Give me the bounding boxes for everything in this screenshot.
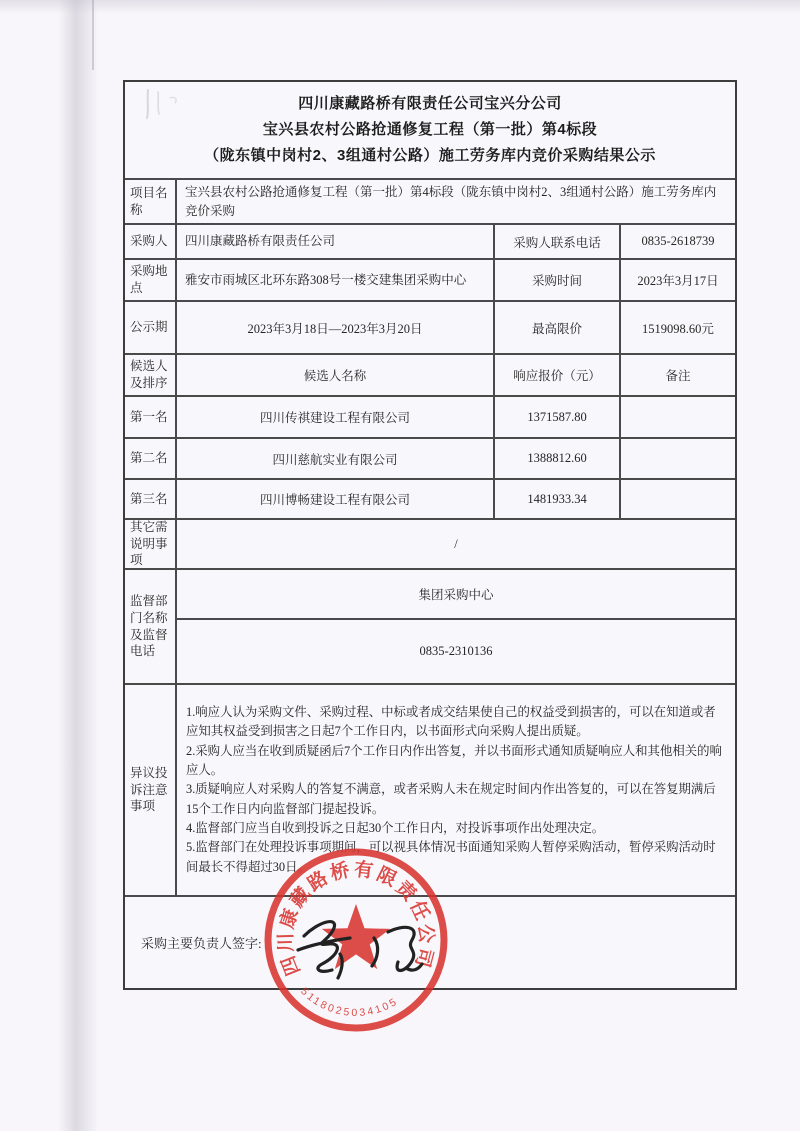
row-supervision [125, 570, 735, 685]
page-top-edge-shadow [0, 0, 800, 14]
max-price-label: 最高限价 [495, 302, 621, 353]
title-line-3: （陇东镇中岗村2、3组通村公路）施工劳务库内竞价采购结果公示 [204, 146, 656, 164]
candidate-2-price: 1388812.60 [495, 439, 621, 478]
candidate-2-name: 四川慈航实业有限公司 [177, 439, 495, 478]
candidate-3-note [621, 480, 735, 518]
faint-pen-marks [134, 84, 194, 124]
page-fold-line [92, 0, 94, 70]
candidate-1-name: 四川传祺建设工程有限公司 [177, 397, 495, 437]
other-notes-label: 其它需说明事项 [125, 520, 177, 568]
objection-item-4: 4.监督部门应当自收到投诉之日起30个工作日内，对投诉事项作出处理决定。 [186, 821, 605, 836]
table-row-candidate-3 [125, 480, 735, 520]
purchaser-value: 四川康藏路桥有限责任公司 [177, 225, 495, 258]
objection-label: 异议投诉注意事项 [125, 685, 177, 895]
table-row-candidate-2 [125, 439, 735, 480]
seal-number-text: 5118025034105 [298, 985, 401, 1020]
supervision-phone: 0835-2310136 [419, 644, 493, 658]
candidate-1-note [621, 397, 735, 437]
purchase-time-label: 采购时间 [495, 260, 621, 300]
purchaser-phone-label: 采购人联系电话 [495, 225, 621, 258]
objection-item-2: 2.采购人应当在收到质疑函后7个工作日内作出答复，并以书面形式通知质疑响应人和其他相关的响应人。 [186, 743, 722, 777]
title-line-1: 四川康藏路桥有限责任公司宝兴分公司 [298, 95, 562, 113]
publicity-label: 公示期 [125, 302, 177, 353]
candidate-2-note [621, 439, 735, 478]
objection-item-3: 3.质疑响应人对采购人的答复不满意，或者采购人未在规定时间内作出答复的，可以在答复期满后15个工作日内向监督部门提起投诉。 [186, 782, 716, 816]
signature-label: 采购主要负责人签字: [141, 936, 262, 951]
candidate-1-price: 1371587.80 [495, 397, 621, 437]
purchase-time-value: 2023年3月17日 [637, 274, 719, 288]
project-name-label: 项目名称 [125, 180, 177, 223]
seal-company-text: 四川康藏路桥有限责任公司 [275, 859, 437, 979]
page-fold-shadow [58, 0, 98, 1131]
handwritten-signature [288, 898, 458, 993]
candidate-3-price: 1481933.34 [495, 480, 621, 518]
publicity-value: 2023年3月18日—2023年3月20日 [177, 302, 495, 353]
document-title-block [125, 82, 735, 180]
candidate-price-header: 响应报价（元） [495, 355, 621, 395]
candidate-3-name: 四川博畅建设工程有限公司 [177, 480, 495, 518]
location-label: 采购地点 [125, 260, 177, 300]
purchaser-phone-value: 0835-2618739 [641, 234, 715, 248]
row-candidates-header [125, 355, 735, 397]
supervision-label: 监督部门名称及监督电话 [125, 570, 177, 683]
row-purchase-location [125, 260, 735, 302]
objection-item-1: 1.响应人认为采购文件、采购过程、中标或者成交结果使自己的权益受到损害的，可以在知道或者应知其权益受到损害之日起7个工作日内，以书面形式向采购人提出质疑。 [186, 704, 716, 739]
row-other-notes [125, 520, 735, 570]
supervision-values [177, 570, 735, 683]
location-value: 雅安市雨城区北环东路308号一楼交建集团采购中心 [177, 260, 495, 300]
candidate-note-header: 备注 [665, 369, 691, 383]
supervision-department: 集团采购中心 [177, 570, 735, 620]
candidate-2-rank: 第二名 [125, 439, 177, 478]
candidate-3-rank: 第三名 [125, 480, 177, 518]
candidate-1-rank: 第一名 [125, 397, 177, 437]
row-publicity-period [125, 302, 735, 355]
title-line-2: 宝兴县农村公路抢通修复工程（第一批）第4标段 [262, 121, 598, 139]
project-name-value: 宝兴县农村公路抢通修复工程（第一批）第4标段（陇东镇中岗村2、3组通村公路）施工劳务库内竞价采购 [185, 184, 717, 218]
max-price-value: 1519098.60元 [642, 321, 714, 336]
other-notes-value: / [454, 536, 458, 551]
row-project-name [125, 180, 735, 225]
purchaser-label: 采购人 [125, 225, 177, 258]
candidates-label: 候选人及排序 [125, 355, 177, 395]
table-row-candidate-1 [125, 397, 735, 439]
candidate-name-header: 候选人名称 [177, 355, 495, 395]
row-purchaser [125, 225, 735, 260]
objection-item-5: 5.监督部门在处理投诉事项期间，可以视具体情况书面通知采购人暂停采购活动，暂停采购活动时间最长不得超过30日。 [186, 840, 716, 874]
